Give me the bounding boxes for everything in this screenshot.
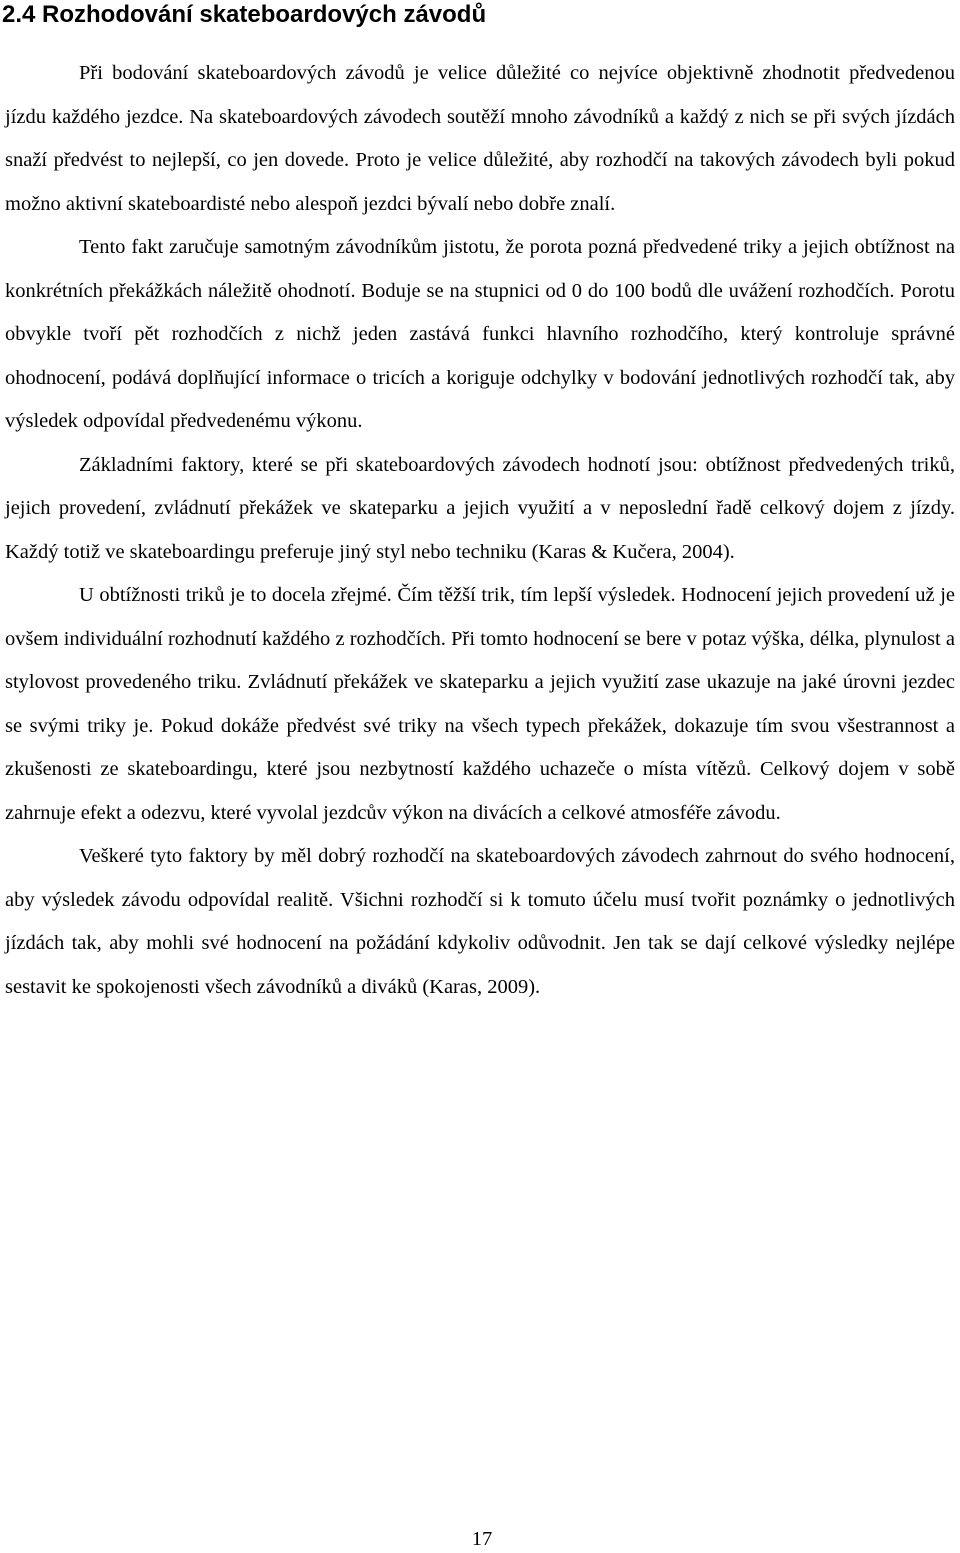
paragraph: Tento fakt zaručuje samotným závodníkům jistotu, že porota pozná předvedené triky a jejich obtížnost na konkrétních překážkách náležitě ohodnotí. Boduje se na stupnici od 0 do 100 bodů dle uvážení rozhodčích. Porotu obvykle tvoří pět rozhodčích z nichž jeden zastává funkci hlavního rozhodčího, který kontroluje správné ohodnocení, podává doplňující informace o tricích a koriguje odchylky v bodování jednotlivých rozhodčí tak, aby výsledek odpovídal předvedenému výkonu. (5, 236, 955, 432)
section-heading: 2.4 Rozhodování skateboardových závodů (2, 1, 487, 28)
paragraph: Základními faktory, které se při skateboardových závodech hodnotí jsou: obtížnost předvedených triků, jejich provedení, zvládnutí překážek ve skateparku a jejich využití a v neposlední řadě celkový dojem z jízdy. Každý totiž ve skateboardingu preferuje jiný styl nebo techniku (Karas & Kučera, 2004). (5, 453, 955, 563)
paragraph: Při bodování skateboardových závodů je velice důležité co nejvíce objektivně zhodnotit předvedenou jízdu každého jezdce. Na skateboardových závodech soutěží mnoho závodníků a každý z nich se při svých jízdách snaží předvést to nejlepší, co jen dovede. Proto je velice důležité, aby rozhodčí na takových závodech byli pokud možno aktivní skateboardisté nebo alespoň jezdci bývalí nebo dobře znalí. (5, 62, 955, 215)
body-text (5, 52, 955, 1009)
page-number: 17 (471, 1528, 493, 1550)
paragraph: U obtížnosti triků je to docela zřejmé. Čím těžší trik, tím lepší výsledek. Hodnocení jejich provedení už je ovšem individuální rozhodnutí každého z rozhodčích. Při tomto hodnocení se bere v potaz výška, délka, plynulost a stylovost provedeného triku. Zvládnutí překážek ve skateparku a jejich využití zase ukazuje na jaké úrovni jezdec se svými triky je. Pokud dokáže předvést své triky na všech typech překážek, dokazuje tím svou všestrannost a zkušenosti ze skateboardingu, které jsou nezbytností každého uchazeče o místa vítězů. Celkový dojem v sobě zahrnuje efekt a odezvu, které vyvolal jezdcův výkon na divácích a celkové atmosféře závodu. (5, 584, 955, 824)
paragraph: Veškeré tyto faktory by měl dobrý rozhodčí na skateboardových závodech zahrnout do svého hodnocení, aby výsledek závodu odpovídal realitě. Všichni rozhodčí si k tomuto účelu musí tvořit poznámky o jednotlivých jízdách tak, aby mohli své hodnocení na požádání kdykoliv odůvodnit. Jen tak se dají celkové výsledky nejlépe sestavit ke spokojenosti všech závodníků a diváků (Karas, 2009). (5, 845, 955, 998)
